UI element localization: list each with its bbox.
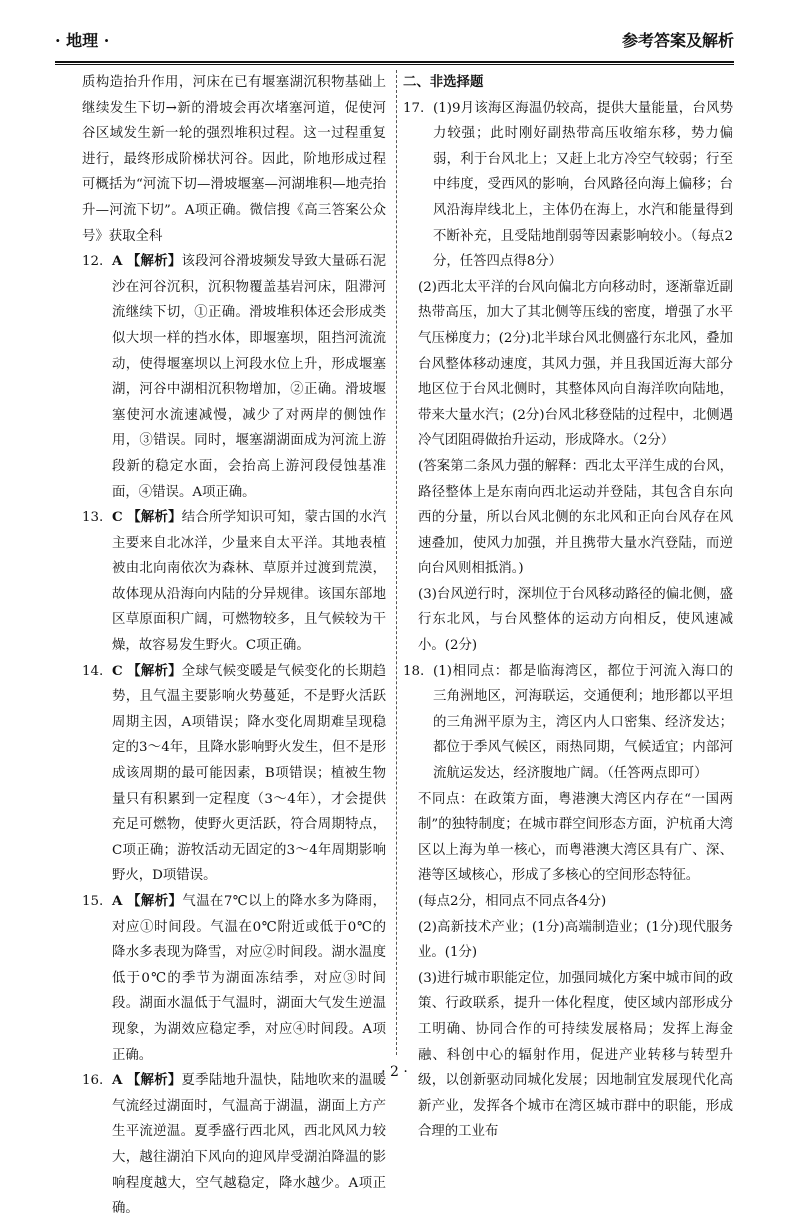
answer-item-18-part-3: (3)进行城市职能定位，加强同城化方案中城市间的政策、行政联系，提升一体化程度，使区域内部形成分工明确、协同合作的可持续发展格局；发挥上海金融、科创中心的辐射作用，促进产业转移与转型升级，以创新驱动同城化发展；因地制宜发展现代化高新产业，发挥各个城市在湾区城市群中的职能，形成合理的工业布 (418, 970, 733, 1140)
analysis-tag: 【解析】 (127, 893, 183, 909)
analysis-text: 该段河谷滑坡频发导致大量砾石泥沙在河谷沉积，沉积物覆盖基岩河床，阻滞河流继续下切，①正确。滑坡堆积体还会形成类似大坝一样的挡水体，即堰塞坝，阻挡河流流动，使得堰塞坝以上河段水位上升，形成堰塞湖，河谷中湖相沉积物增加，②正确。滑坡堰塞使河水流速减慢，减少了对两岸的侧蚀作用，③错误。同时，堰塞湖湖面成为河流上游段新的稳定水面，会抬高上游河段侵蚀基准面，④错误。A项正确。 (112, 254, 387, 500)
answer-item-14 (82, 659, 386, 889)
analysis-tag: 【解析】 (126, 1072, 182, 1089)
header-title: 参考答案及解析 (621, 31, 734, 50)
analysis-text: 夏季陆地升温快，陆地吹来的温暖气流经过湖面时，气温高于湖温，湖面上方产生平流逆温。夏季盛行西北风，西北风风力较大，越往湖泊下风向的迎风岸受湖泊降温的影响程度越大，空气越稳定，降水越少。A项正确。 (112, 1073, 387, 1217)
item-number: 18. (403, 663, 425, 679)
answer-choice: A (112, 893, 123, 909)
answer-text: (1)9月该海区海温仍较高，提供大量能量，台风势力较强；此时刚好副热带高压收缩东移，势力偏弱，利于台风北上；又赶上北方冷空气较弱；行至中纬度，受西风的影响，台风路径向海上偏移；台风沿海岸线北上，主体仍在海上，水汽和能量得到不断补充，且受陆地削弱等因素影响较小。（每点2分，任答四点得8分） (433, 100, 733, 270)
answer-item-18-part-2: (2)高新技术产业；(1分)高端制造业；(1分)现代服务业。(1分) (418, 919, 733, 961)
answer-choice: A (112, 1072, 123, 1089)
page-number: · 2 · (381, 1064, 408, 1080)
section-heading: 二、非选择题 (403, 74, 484, 90)
item-number: 16. (82, 1073, 104, 1089)
answer-item-17-note: (答案第二条风力强的解释：西北太平洋生成的台风，路径整体上是东南向西北运动并登陆，其包含自东向西的分量，所以台风北侧的东北风和正向台风存在风速叠加，使风力加强，并且携带大量水汽登陆，而逆向台风则相抵消。) (418, 458, 733, 577)
answer-item-15 (82, 889, 386, 1068)
answer-item-17-part-2: (2)西北太平洋的台风向偏北方向移动时，逐渐靠近副热带高压，加大了其北侧等压线的密度，增强了水平气压梯度力；(2分)北半球台风北侧盛行东北风，叠加台风整体移动速度，其风力强，并且我国近海大部分地区位于台风北侧时，其整体风向自海洋吹向陆地，带来大量水汽；(2分)台风北移登陆的过程中，北侧遇冷气团阻碍做抬升运动，形成降水。（2分） (418, 279, 733, 449)
analysis-text: 全球气候变暖是气候变化的长期趋势，且气温主要影响火势蔓延，不是野火活跃周期主因，A项错误；降水变化周期难呈现稳定的3～4年，且降水影响野火发生，但不是形成该周期的最可能因素，B项错误；植被生物量只有积累到一定程度（3～4年），才会提供充足可燃物，使野火更活跃，符合周期特点，C项正确；游牧活动无固定的3～4年周期影响野火，D项错误。 (112, 663, 387, 884)
page-header (55, 22, 734, 50)
answer-item-18-part-1 (403, 659, 733, 787)
analysis-tag: 【解析】 (126, 253, 182, 270)
analysis-text: 结合所学知识可知，蒙古国的水汽主要来自北冰洋，少量来自太平洋。其地表植被由北向南依次为森林、草原并过渡到荒漠，故体现从沿海向内陆的分异规律。该国东部地区草原面积广阔，可燃物较多，且气候较为干燥，故容易发生野火。C项正确。 (112, 510, 387, 654)
right-column (403, 70, 733, 1145)
item-number: 12. (82, 254, 104, 270)
analysis-tag: 【解析】 (127, 509, 182, 526)
header-rule-thick (55, 61, 734, 63)
answer-item-13 (82, 505, 386, 659)
analysis-text: 气温在7℃以上的降水多为降雨，对应①时间段。气温在0℃附近或低于0℃的降水多表现为降雪，对应②时间段。湖水温度低于0℃的季节为湖面冻结季，对应③时间段。湖面水温低于气温时，湖面大气发生逆温现象，为湖效应稳定季，对应④时间段。A项正确。 (112, 894, 387, 1063)
answer-item-12 (82, 249, 386, 505)
answer-item-18-scoring: (每点2分，相同点不同点各4分) (418, 894, 607, 909)
answer-choice: A (112, 253, 123, 270)
left-column (82, 70, 386, 1222)
column-divider (396, 70, 397, 1055)
subject-label: · 地理 · (55, 31, 110, 50)
answer-item-16 (82, 1068, 386, 1222)
answer-choice: C (112, 509, 123, 526)
answer-text: (1)相同点：都是临海湾区，都位于河流入海口的三角洲地区，河海联运，交通便利；地形都以平坦的三角洲平原为主，湾区内人口密集、经济发达；都位于季风气候区，雨热同期，气候适宜；内部河流航运发达，经济腹地广阔。（任答两点即可） (433, 663, 733, 782)
item-number: 14. (82, 663, 104, 679)
analysis-tag: 【解析】 (127, 662, 182, 679)
item-number: 17. (403, 100, 425, 116)
header-rule-thin (55, 64, 734, 65)
answer-item-17-part-1 (403, 96, 733, 275)
answer-item-18-differences: 不同点：在政策方面，粤港澳大湾区内存在“一国两制”的独特制度；在城市群空间形态方面，沪杭甬大湾区以上海为单一核心，而粤港澳大湾区具有广、深、港等区域核心，形成了多核心的空间形态特征。 (418, 791, 733, 884)
answer-item-17-part-3: (3)台风逆行时，深圳位于台风移动路径的偏北侧，盛行东北风，与台风整体的运动方向相反，使风速减小。(2分) (418, 586, 733, 654)
answer-choice: C (112, 662, 123, 679)
item-number: 13. (82, 510, 104, 526)
continued-paragraph: 质构造抬升作用，河床在已有堰塞湖沉积物基础上继续发生下切→新的滑坡会再次堵塞河道，促使河谷区域发生新一轮的强烈堆积过程。这一过程重复进行，最终形成阶梯状河谷。因此，阶地形成过程可概括为“河流下切—滑坡堰塞—河湖堆积—地壳抬升—河流下切”。A项正确。微信搜《高三答案公众号》获取全科 (82, 75, 386, 244)
item-number: 15. (82, 894, 104, 909)
